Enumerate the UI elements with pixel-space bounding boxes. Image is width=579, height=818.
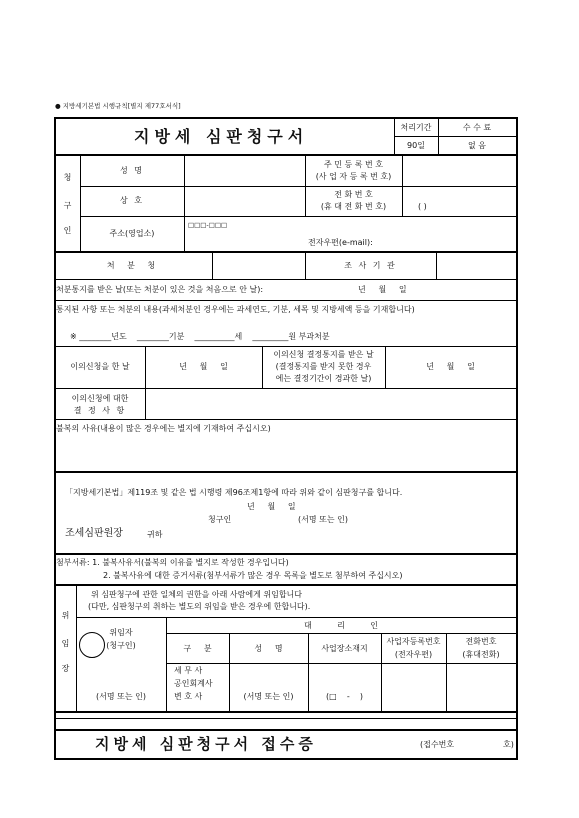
disposal-content-detail: ※ ________년도 ________기분 __________세 _________원 부과처분 [70, 332, 330, 341]
col-address: 사업장소재지 [321, 644, 368, 653]
delegator-sign: (서명 또는 인) [96, 692, 146, 701]
divider [54, 553, 517, 555]
divider [54, 300, 516, 301]
decision-date-blanks: 년 월 일 [426, 362, 475, 371]
divider [54, 729, 517, 731]
disposal-content-label: 통지된 사항 또는 처분의 내용(과세처분인 경우에는 과세연도, 기분, 세목 및 지방세액 등을 기재합니다) [56, 305, 415, 314]
address-label: 주소(영업소) [109, 229, 155, 238]
divider [166, 633, 516, 634]
agent-sign: (서명 또는 인) [243, 692, 294, 701]
col-reg-2: (전자우편) [394, 650, 433, 659]
divider [166, 617, 167, 711]
divider [184, 155, 185, 252]
decision-label-3: 에는 결정기간이 경과한 날) [275, 374, 372, 383]
divider [54, 388, 516, 389]
objection-date-label: 이의신청을 한 날 [70, 362, 130, 371]
divider [166, 663, 516, 664]
outer-bottom-border [54, 758, 518, 760]
notice-date-label: 처분통지를 받은 날(또는 처분이 있은 것을 처음으로 안 날): [56, 285, 264, 294]
recipient-honorific: 귀하 [147, 530, 163, 539]
reg-no-label-1: 주 민 등 록 번 호 [323, 160, 384, 169]
divider [80, 216, 516, 217]
delegation-side-label-2: 임 [61, 639, 70, 648]
reason-label: 불복의 사유(내용이 많은 경우에는 별지에 기재하여 주십시오) [56, 424, 271, 433]
processing-period-label: 처리기간 [400, 123, 432, 132]
col-category: 구 분 [183, 644, 212, 653]
agent-header: 대 리 인 [303, 621, 379, 630]
seal-circle-icon [79, 632, 105, 658]
divider [212, 252, 213, 279]
processing-period-value: 90일 [407, 141, 425, 150]
bullet-icon: ● [55, 102, 61, 110]
divider [80, 186, 516, 187]
divider [54, 251, 517, 253]
fee-value: 없 음 [468, 141, 486, 150]
divider [54, 279, 516, 280]
category-cpa: 공인회계사 [174, 679, 213, 688]
email-label: 전자우편(e-mail): [308, 238, 373, 247]
delegation-side-label-1: 위 [61, 611, 70, 620]
applicant-side-label-2: 구 [63, 201, 72, 210]
declaration-date: 년 월 일 [247, 502, 296, 511]
divider [436, 252, 437, 279]
category-lawyer: 변 호 사 [174, 692, 203, 701]
divider [54, 154, 517, 156]
postal-code-input[interactable]: □□□-□□□ [188, 221, 228, 229]
col-phone-1: 전화번호 [465, 637, 497, 646]
outer-left-border [54, 117, 56, 759]
divider [54, 718, 516, 719]
decision-label-1: 이의신청 결정통지를 받은 날 [273, 350, 374, 359]
company-label: 상 호 [120, 196, 144, 205]
divider [54, 711, 517, 713]
delegation-text-2: (다만, 심판청구의 취하는 별도의 위임을 받은 경우에 한합니다). [88, 602, 311, 611]
divider [54, 471, 517, 473]
divider [54, 346, 516, 347]
receipt-number-label: (접수번호 [420, 740, 455, 749]
receipt-number-suffix: 호) [503, 740, 514, 749]
agent-postal: (□ - ) [325, 692, 364, 701]
claimant-sign: (서명 또는 인) [298, 515, 348, 524]
form-reference [55, 101, 181, 111]
applicant-side-label-3: 인 [63, 226, 72, 235]
col-phone-2: (휴대전화) [462, 650, 500, 659]
phone-input[interactable]: ( ) [418, 202, 427, 211]
objection-matter-label-1: 이의신청에 대한 [71, 394, 129, 403]
name-label: 성 명 [120, 166, 144, 175]
claimant-label: 청구인 [208, 515, 232, 524]
recipient-label: 조세심판원장 [65, 528, 123, 539]
phone-label-1: 전 화 번 호 [334, 190, 373, 199]
investigation-agency-label: 조 사 기 관 [344, 261, 397, 270]
divider [54, 419, 516, 420]
disposal-agency-label: 처 분 청 [106, 261, 161, 270]
delegator-label-2: (청구인) [106, 641, 136, 650]
category-tax-accountant: 세 무 사 [174, 666, 203, 675]
decision-label-2: (결정통지를 받지 못한 경우 [275, 362, 372, 371]
divider [394, 136, 516, 137]
objection-date-blanks: 년 월 일 [179, 362, 228, 371]
delegation-side-label-3: 장 [61, 664, 70, 673]
delegator-label-1: 위임자 [109, 628, 133, 637]
phone-label-2: (휴 대 전 화 번 호) [320, 202, 387, 211]
receipt-title: 지방세 심판청구서 접수증 [95, 735, 317, 753]
outer-right-border [516, 117, 518, 759]
notice-date-blanks: 년 월 일 [358, 285, 407, 294]
form-title: 지방세 심판청구서 [134, 127, 309, 146]
form-ref-text: 지방세기본법 시행규칙[별지 제77호서식] [62, 102, 181, 110]
col-name: 성 명 [254, 644, 283, 653]
divider [145, 347, 146, 419]
objection-matter-label-2: 결 정 사 항 [73, 406, 127, 415]
divider [54, 584, 517, 586]
outer-top-border [54, 117, 517, 119]
fee-label: 수 수 료 [462, 123, 492, 132]
attachments-label: 첨부서류: 1. 불복사유서(불복의 이유를 별지로 작성한 경우입니다) [56, 558, 289, 567]
reg-no-label-2: (사 업 자 등 록 번 호) [315, 172, 392, 181]
applicant-side-label-1: 청 [63, 173, 72, 182]
attachments-item-2: 2. 불복사유에 대한 증거서류(첨부서류가 많은 경우 목록을 별도로 첨부하여 주십시오) [103, 571, 403, 580]
delegation-text-1: 위 심판청구에 관한 일체의 권한을 아래 사람에게 위임합니다 [91, 590, 302, 599]
divider [76, 617, 516, 618]
col-reg-1: 사업자등록번호 [386, 637, 441, 646]
declaration-text: 「지방세기본법」제119조 및 같은 법 시행령 제96조제1항에 따라 위와 같이 심판청구를 합니다. [65, 488, 403, 497]
